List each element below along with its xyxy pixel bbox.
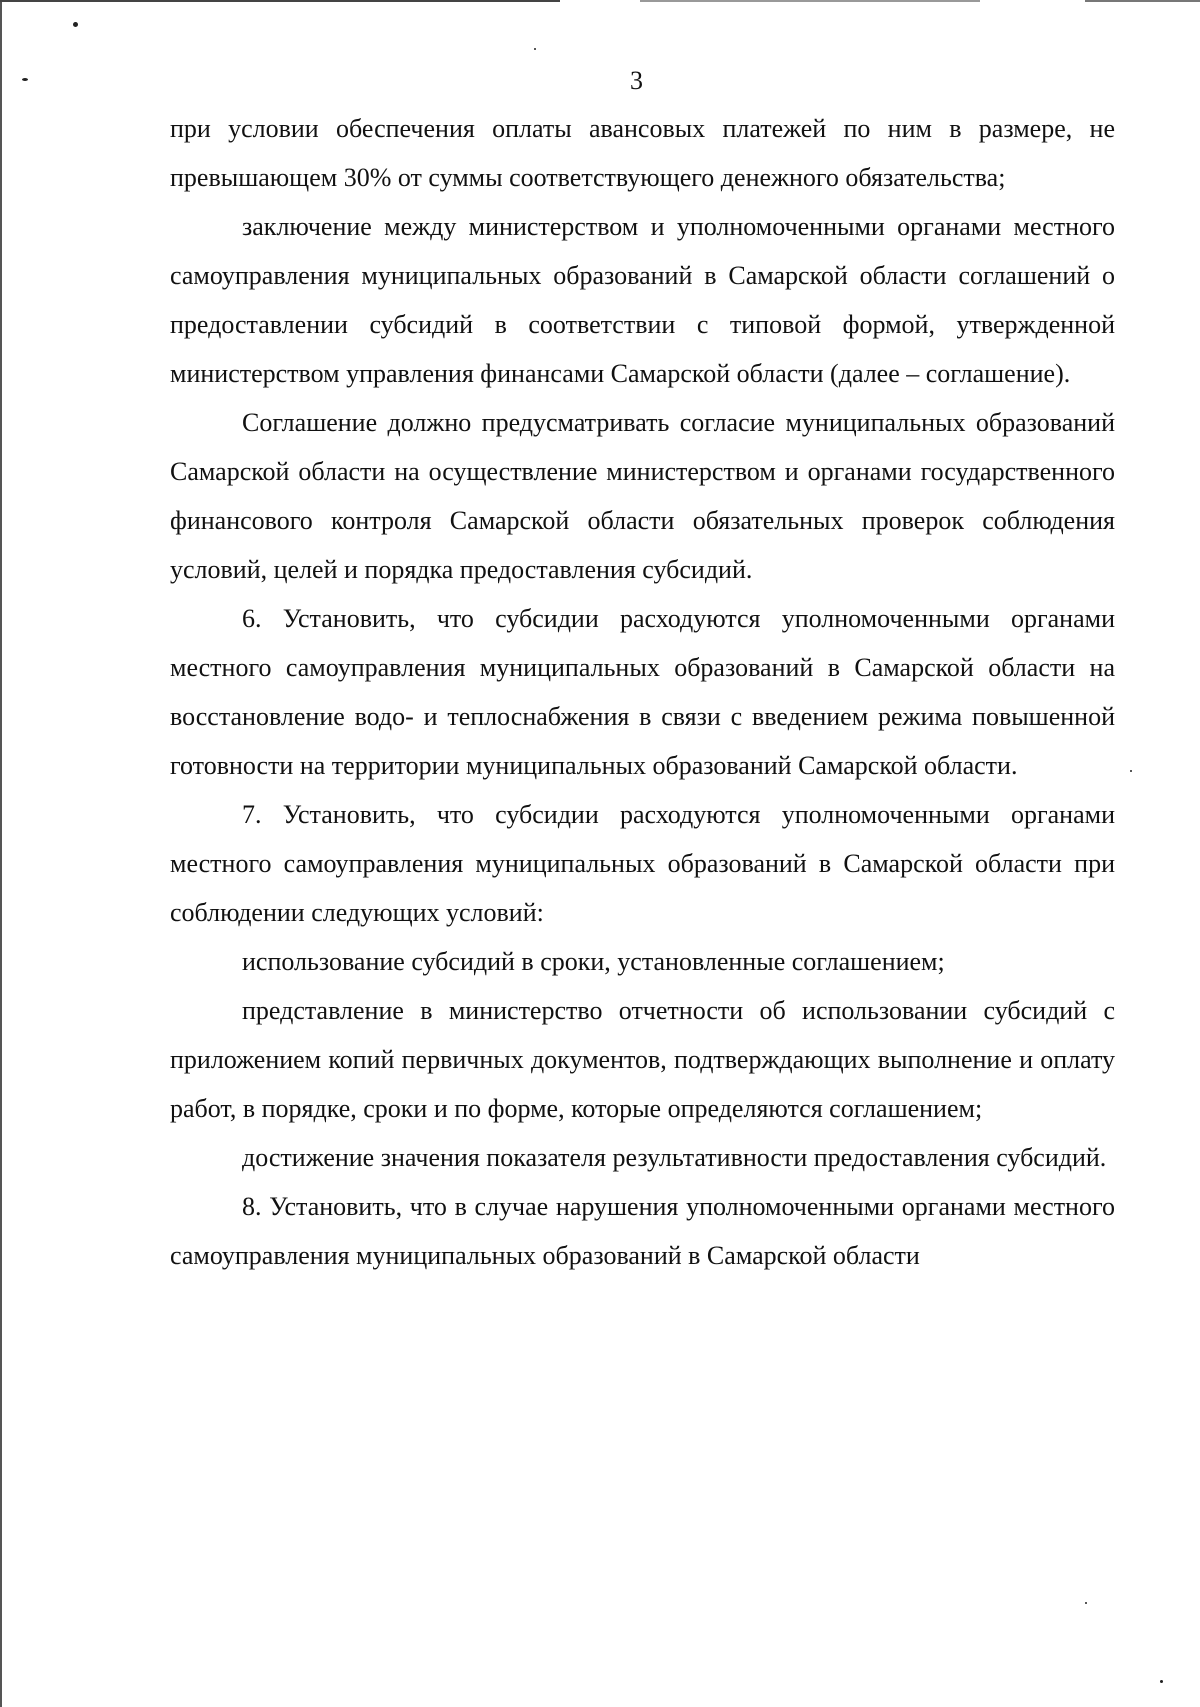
page-number: 3 [630,66,643,95]
paragraph-agreement-conclusion: заключение между министерством и уполномоченными органами местного самоуправления муниципальных образований в Самарской области соглашений о предоставлении субсидий в соответствии с типовой формой, утвержденной министерством управления финансами Самарской области (далее – соглашение). [170,212,1115,388]
paragraph-continuation: при условии обеспечения оплаты авансовых платежей по ним в размере, не превышающем 30% от суммы соответствующего денежного обязательства; [170,114,1115,192]
scan-top-rule [0,0,560,2]
scan-speck [22,78,28,81]
paragraph-condition-deadlines: использование субсидий в сроки, установленные соглашением; [242,947,945,976]
scan-speck [1130,770,1132,772]
paragraph-condition-reporting: представление в министерство отчетности об использовании субсидий с приложением копий первичных документов, подтверждающих выполнение и оплату работ, в порядке, сроки и по форме, которые определяются соглашением; [170,996,1115,1123]
scan-speck [534,48,536,50]
paragraph-item-8: 8. Установить, что в случае нарушения уполномоченными органами местного самоуправления муниципальных образований в Самарской области [170,1192,1115,1270]
scan-speck [73,22,78,27]
scan-top-rule [640,0,980,2]
paragraph-agreement-consent: Соглашение должно предусматривать согласие муниципальных образований Самарской области на осуществление министерством и органами государственного финансового контроля Самарской области обязательных проверок соблюдения условий, целей и порядка предоставления субсидий. [170,408,1115,584]
scan-top-rule [1085,0,1200,2]
scan-speck [1160,1680,1163,1683]
scan-left-edge [0,0,2,1707]
document-body [170,104,1115,1280]
paragraph-item-7: 7. Установить, что субсидии расходуются уполномоченными органами местного самоуправления муниципальных образований в Самарской области при соблюдении следующих условий: [170,800,1115,927]
paragraph-item-6: 6. Установить, что субсидии расходуются уполномоченными органами местного самоуправления муниципальных образований в Самарской области на восстановление водо- и теплоснабжения в связи с введением режима повышенной готовности на территории муниципальных образований Самарской области. [170,604,1115,780]
paragraph-condition-indicator: достижение значения показателя результативности предоставления субсидий. [242,1143,1107,1172]
scan-speck [1085,1602,1087,1604]
